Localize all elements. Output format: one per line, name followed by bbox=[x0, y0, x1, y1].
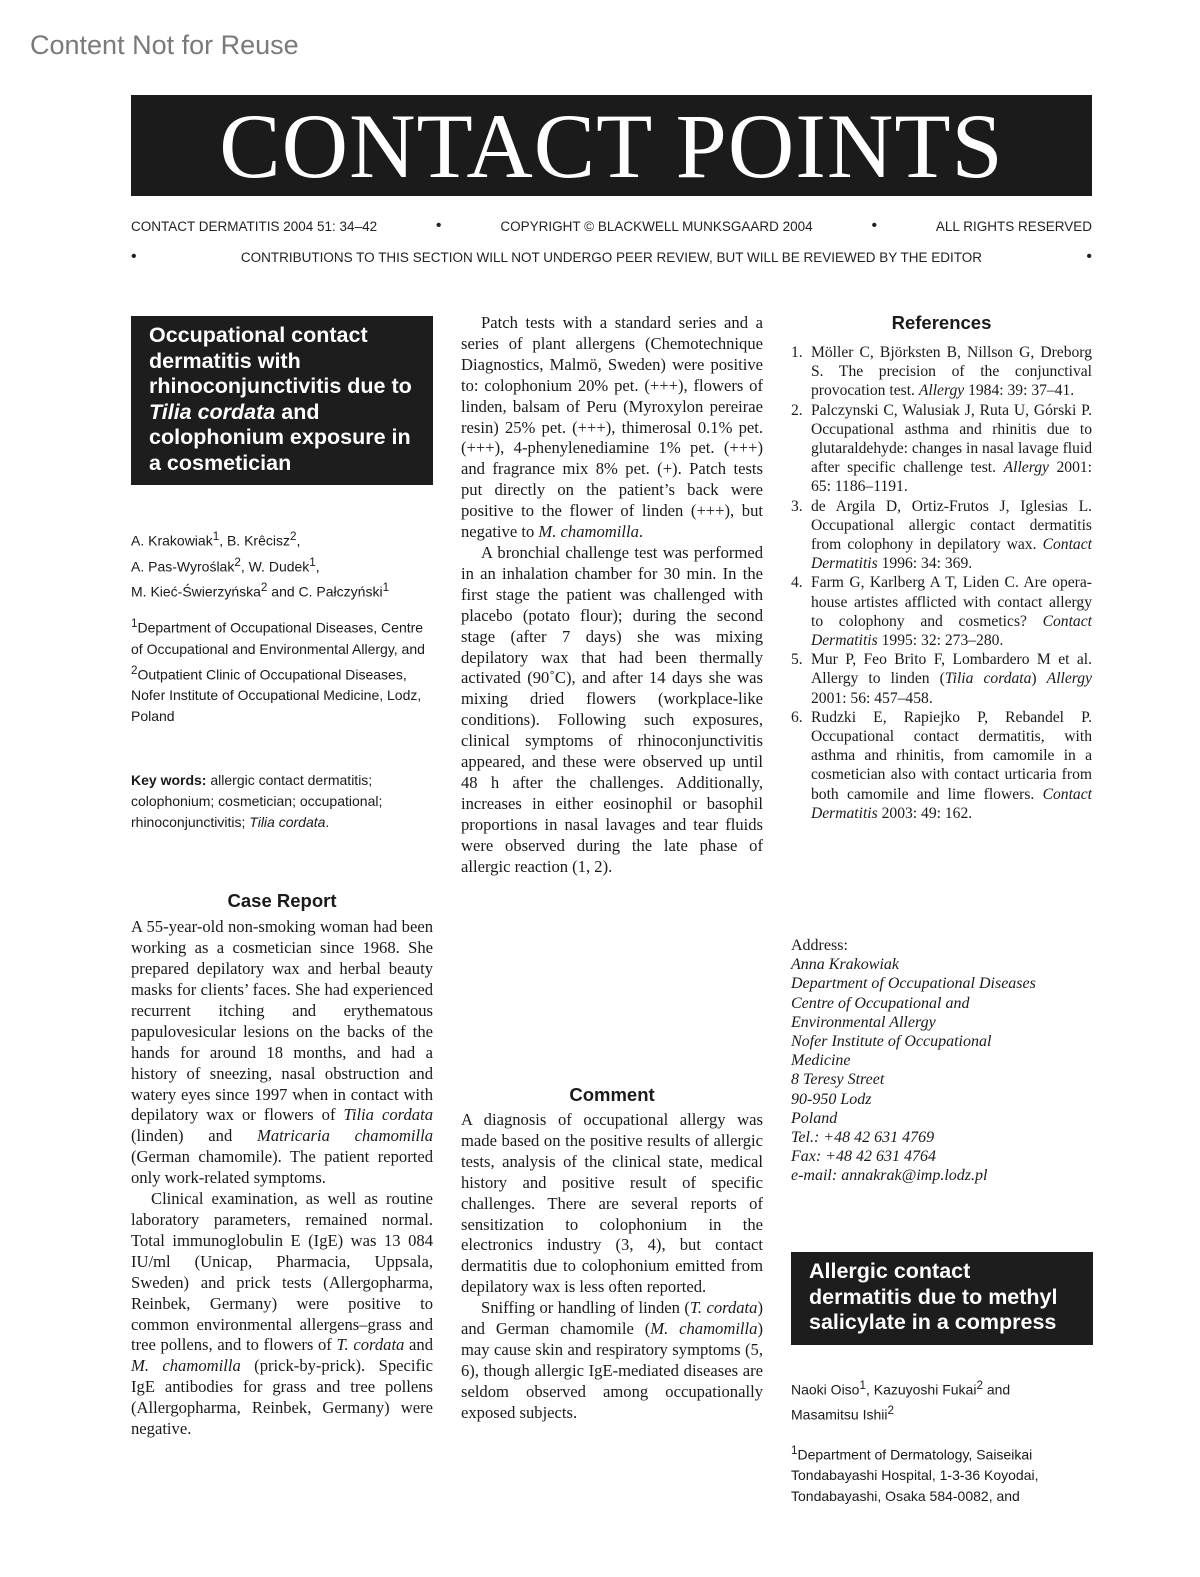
species: Tilia cordata bbox=[944, 670, 1032, 688]
affiliation bbox=[131, 613, 433, 727]
author: A. Pas-Wyroślak bbox=[131, 558, 235, 575]
second-author-list bbox=[791, 1375, 1093, 1426]
copyright-notice: COPYRIGHT © BLACKWELL MUNKSGAARD 2004 bbox=[500, 218, 813, 234]
affil-marker: 1 bbox=[859, 1378, 866, 1392]
address-line: Nofer Institute of Occupational bbox=[791, 1033, 992, 1051]
keywords-label: Key words: bbox=[131, 772, 207, 789]
affil-marker: 1 bbox=[212, 530, 220, 543]
watermark: Content Not for Reuse bbox=[30, 30, 299, 60]
species: Matricaria chamomilla bbox=[257, 1126, 433, 1146]
bullet: • bbox=[435, 217, 442, 234]
address-line: Poland bbox=[791, 1109, 838, 1127]
references-heading: References bbox=[891, 312, 992, 333]
affil-marker: 2 bbox=[887, 1404, 894, 1418]
rights-notice: ALL RIGHTS RESERVED bbox=[935, 218, 1092, 234]
comment-paragraph-2 bbox=[461, 1298, 763, 1423]
author: Naoki Oiso bbox=[791, 1381, 860, 1398]
species: M. chamomilla bbox=[131, 1356, 241, 1376]
text: 1995: 32: 273–280. bbox=[877, 632, 1004, 650]
address-line: 90-950 Lodz bbox=[791, 1090, 872, 1108]
text: Mur P, Feo Brito F, Lombardero M et al. Allergy to linden ( bbox=[811, 651, 1092, 688]
journal-name: Allergy bbox=[1003, 459, 1049, 477]
patch-test-paragraph bbox=[461, 313, 763, 543]
species: M. chamomilla bbox=[538, 522, 639, 542]
text: Palczynski C, Walusiak J, Ruta U, Górski P. Occupational asthma and rhinitis due to glutaraldehyde: changes in nasal lavage fluid after specific challenge test. bbox=[811, 401, 1093, 477]
species: Tilia cordata bbox=[343, 1105, 433, 1125]
text: Farm G, Karlberg A T, Liden C. Are opera-house artistes afflicted with contact allergy to colophony and cosmetics? bbox=[811, 574, 1092, 630]
address-line: Environmental Allergy bbox=[791, 1013, 936, 1031]
author: and C. Pałczyński bbox=[267, 583, 383, 600]
text: Sniffing or handling of linden ( bbox=[481, 1298, 690, 1318]
section-banner: CONTACT POINTS bbox=[131, 95, 1092, 196]
review-notice-line bbox=[131, 248, 1092, 266]
challenge-paragraph: A bronchial challenge test was performed in an inhalation chamber for 30 min. In the first stage the patient was challenged with placebo (potato flour); during the second stage (after 7 days) she was mixing depilatory wax that had been thermally activated (90˚C), and after 14 days she was mixing dried flowers (workplace-like conditions). Following such exposures, clinical symptoms of rhinoconjunctivitis appeared, and these were observed up until 48 h after the challenges. Additionally, increases in either eosinophil or basophil proportions in nasal lavages and tear fluids were observed during the late phase of allergic reaction (1, 2). bbox=[461, 542, 763, 876]
case-paragraph-2 bbox=[131, 1189, 433, 1440]
bullet: • bbox=[131, 248, 137, 265]
address-line: Department of Occupational Diseases bbox=[791, 975, 1036, 993]
affil-marker: 1 bbox=[791, 1443, 798, 1457]
affil-marker: 2 bbox=[234, 555, 241, 569]
text: 2003: 49: 162. bbox=[877, 804, 973, 822]
author: , Kazuyoshi Fukai bbox=[865, 1381, 977, 1398]
reference-item bbox=[791, 343, 1092, 401]
punctuation: . bbox=[325, 814, 330, 831]
comment-heading: Comment bbox=[569, 1084, 655, 1105]
affil-marker: 2 bbox=[260, 581, 268, 595]
affil-marker: 1 bbox=[309, 555, 316, 569]
keywords-species: Tilia cordata bbox=[249, 814, 326, 831]
left-column bbox=[131, 316, 433, 1440]
second-affiliation bbox=[791, 1440, 1093, 1508]
reference-item bbox=[791, 573, 1092, 650]
reference-number: 3. bbox=[791, 497, 803, 515]
middle-column bbox=[461, 313, 763, 877]
separator: , bbox=[296, 532, 301, 549]
affiliation-text: Department of Occupational Diseases, Centre of Occupational and Environmental Allergy, and bbox=[131, 619, 425, 657]
journal-name: Allergy bbox=[1046, 670, 1092, 688]
bullet: • bbox=[871, 217, 878, 234]
journal-name: Allergy bbox=[918, 382, 965, 400]
journal-name: Contact Dermatitis bbox=[811, 785, 1092, 822]
bullet: • bbox=[1086, 248, 1092, 265]
reference-number: 6. bbox=[791, 708, 803, 726]
case-paragraph-1 bbox=[131, 917, 433, 1189]
reference-list bbox=[791, 343, 1092, 823]
text: de Argila D, Ortiz-Frutos J, Iglesias L. Occupational allergic contact dermatitis from colophony in depilatory wax. bbox=[811, 497, 1092, 554]
text: ) and German chamomile ( bbox=[461, 1298, 763, 1339]
right-column bbox=[791, 311, 1092, 823]
author: A. Krakowiak bbox=[131, 532, 213, 549]
species: T. cordata bbox=[689, 1298, 758, 1318]
reference-item bbox=[791, 497, 1092, 574]
text: (prick-by-prick). Specific IgE antibodies for grass and tree pollens (Allergopharma, Reinbek, Germany) were negative. bbox=[131, 1356, 433, 1439]
journal-name: Contact Dermatitis bbox=[811, 536, 1092, 573]
affil-marker: 1 bbox=[382, 581, 390, 595]
comment-section bbox=[461, 1083, 763, 1424]
text: ) may cause skin and respiratory symptoms (5, 6), though allergic IgE-mediated diseases are seldom observed among occupationally exposed subjects. bbox=[461, 1319, 763, 1422]
reference-number: 1. bbox=[791, 344, 803, 361]
review-notice: CONTRIBUTIONS TO THIS SECTION WILL NOT UNDERGO PEER REVIEW, BUT WILL BE REVIEWED BY THE EDITOR bbox=[240, 249, 983, 265]
author-list bbox=[131, 526, 433, 603]
address-line: e-mail: annakrak@imp.lodz.pl bbox=[791, 1167, 988, 1185]
reference-item bbox=[791, 401, 1092, 497]
text: 2001: 65: 1186–1191. bbox=[811, 459, 1093, 496]
reference-number: 2. bbox=[791, 401, 803, 419]
text: 1996: 34: 369. bbox=[877, 555, 973, 573]
punctuation: . bbox=[638, 522, 644, 542]
reference-number: 4. bbox=[791, 574, 803, 592]
reference-number: 5. bbox=[791, 651, 803, 669]
second-article bbox=[791, 1252, 1093, 1507]
second-article-title: Allergic contact dermatitis due to methyl salicylate in a compress bbox=[791, 1252, 1093, 1345]
reference-item bbox=[791, 708, 1092, 823]
address-line: Centre of Occupational and bbox=[791, 994, 970, 1012]
address-line: 8 Teresy Street bbox=[791, 1071, 885, 1089]
keywords bbox=[131, 770, 433, 833]
address-line: Medicine bbox=[791, 1052, 851, 1070]
case-report-heading: Case Report bbox=[227, 890, 337, 912]
journal-name: Contact Dermatitis bbox=[811, 612, 1092, 650]
affiliation-text: Outpatient Clinic of Occupational Diseases, Nofer Institute of Occupational Medicine, Lodz, Poland bbox=[131, 666, 422, 725]
text: (German chamomile). The patient reported only work-related symptoms. bbox=[131, 1147, 433, 1188]
affil-marker: 2 bbox=[976, 1378, 983, 1392]
address-line: Anna Krakowiak bbox=[791, 956, 899, 974]
article-title bbox=[131, 316, 433, 485]
correspondence-address bbox=[791, 936, 1092, 1186]
text: and bbox=[404, 1335, 434, 1355]
affil-marker: 2 bbox=[289, 530, 297, 543]
journal-meta-line bbox=[131, 217, 1092, 235]
text: Clinical examination, as well as routine laboratory parameters, remained normal. Total immunoglobulin E (IgE) was 13 084 IU/ml (Unicap, Pharmacia, Uppsala, Sweden) and prick tests (Allergopharma, Reinbek, Germany) were positive to common environmental allergens–grass and tree pollens, and to flowers of bbox=[131, 1189, 433, 1355]
author: M. Kieć-Świerzyńska bbox=[131, 583, 261, 600]
species: T. cordata bbox=[336, 1335, 405, 1355]
text: Patch tests with a standard series and a series of plant allergens (Chemotechnique Diagnostics, Malmö, Sweden) were positive to: colophonium 20% pet. (+++), flowers of linden, balsam of Peru (Myroxylon pereirae resin) 25% pet. (+++), thimerosal 0.1% pet. (+++), 4-phenylenediamine 1% pet. (+++) and fragrance mix 8% pet. (+). Patch tests put directly on the patient’s back were positive to the flower of linden (+++), but negative to bbox=[461, 313, 763, 542]
text: Rudzki E, Rapiejko P, Rebandel P. Occupational contact dermatitis, with asthma and rhinitis, from camomile in a cosmetician also with contact urticaria from both camomile and lime flowers. bbox=[811, 708, 1092, 803]
title-text: and colophonium exposure in a cosmetician bbox=[149, 399, 411, 475]
author: , W. Dudek bbox=[240, 558, 310, 575]
keywords-text: allergic contact dermatitis; colophonium; cosmetician; occupational; rhinoconjunctivitis; bbox=[131, 772, 383, 831]
address-line: Tel.: +48 42 631 4769 bbox=[791, 1129, 935, 1147]
author: , B. Krêcisz bbox=[219, 532, 290, 549]
species: M. chamomilla bbox=[650, 1319, 758, 1339]
separator: , bbox=[315, 558, 320, 575]
text: (linden) and bbox=[131, 1126, 258, 1146]
text: 1984: 39: 37–41. bbox=[964, 382, 1075, 400]
title-species: Tilia cordata bbox=[149, 399, 276, 424]
journal-citation: CONTACT DERMATITIS 2004 51: 34–42 bbox=[131, 218, 378, 234]
address-line: Fax: +48 42 631 4764 bbox=[791, 1148, 936, 1166]
text: ) bbox=[1031, 670, 1047, 688]
title-text: Occupational contact dermatitis with rhinoconjunctivitis due to bbox=[149, 323, 412, 398]
text: 2001: 56: 457–458. bbox=[811, 689, 933, 707]
reference-item bbox=[791, 650, 1092, 708]
affil-marker: 1 bbox=[131, 616, 138, 630]
comment-paragraph-1: A diagnosis of occupational allergy was made based on the positive results of allergic tests, analysis of the clinical state, medical history and positive result of specific challenges. There are several reports of sensitization to colophonium in the electronics industry (3, 4), but contact dermatitis due to colophonium emitted from depilatory wax is less often reported. bbox=[461, 1110, 763, 1297]
address-label: Address: bbox=[791, 937, 848, 954]
affiliation-text: Department of Dermatology, Saiseikai Tondabayashi Hospital, 1-3-36 Koyodai, Tondabayashi, Osaka 584-0082, and bbox=[791, 1446, 1039, 1505]
text: Möller C, Björksten B, Nillson G, Dreborg S. The precision of the conjunctival provocation test. bbox=[811, 344, 1092, 400]
text: A 55-year-old non-smoking woman had been working as a cosmetician since 1968. She prepared depilatory wax and herbal beauty masks for clients’ faces. She had experienced recurrent itching and erythematous papulovesicular lesions on the backs of the hands for around 18 months, and had a history of sneezing, nasal obstruction and watery eyes since 1997 when in contact with depilatory wax or flowers of bbox=[131, 917, 433, 1125]
separator: and bbox=[982, 1381, 1011, 1398]
affil-marker: 2 bbox=[131, 663, 138, 677]
author: Masamitsu Ishii bbox=[791, 1406, 888, 1423]
